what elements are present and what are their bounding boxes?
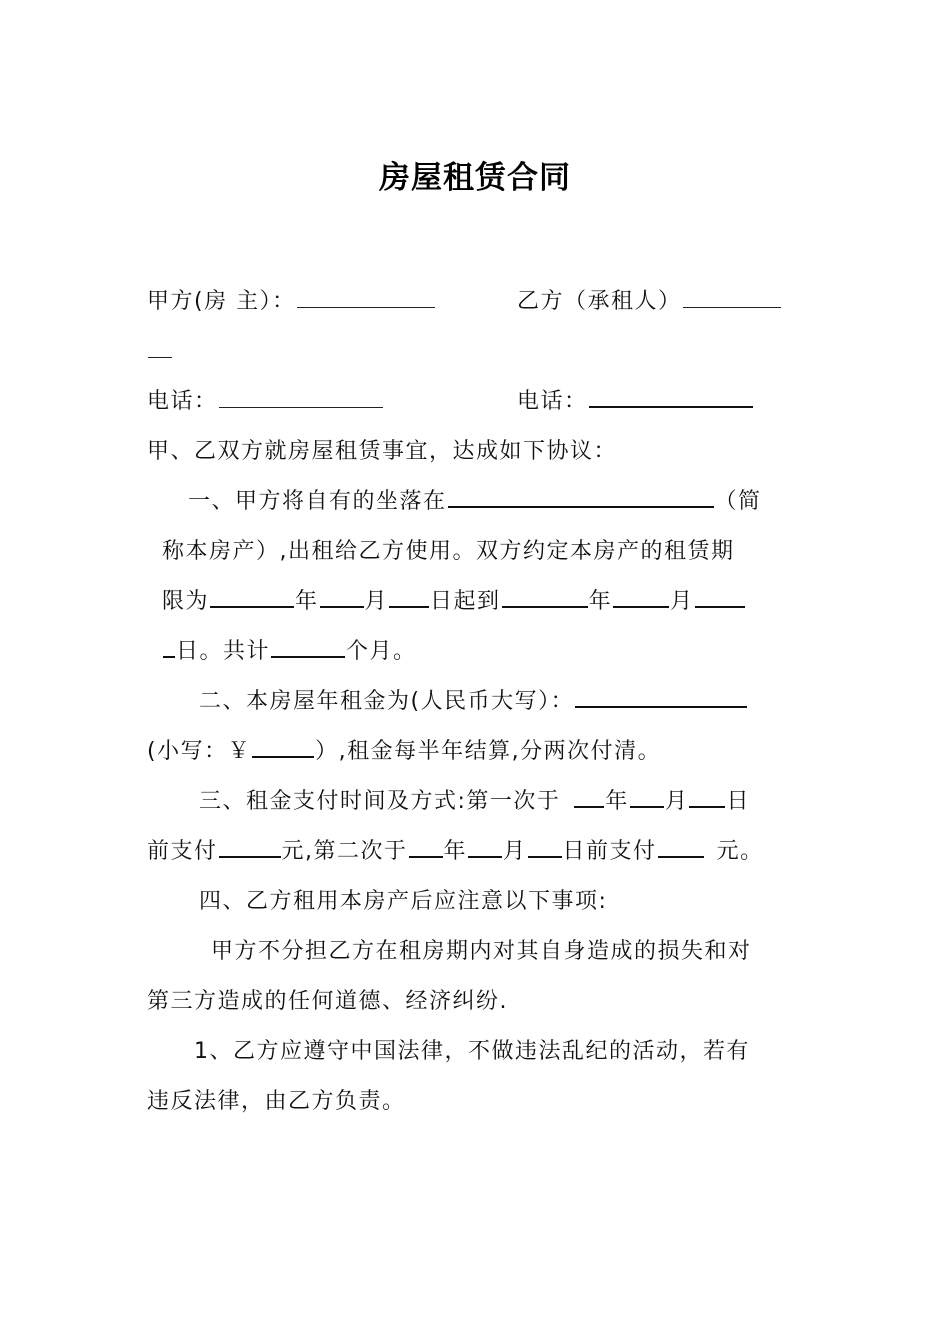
second-pay-amount-blank [658, 855, 704, 858]
party-b-name-blank-wrap [147, 337, 173, 367]
total-months-blank [271, 655, 345, 658]
clause4-item1-line2: 违反法律，由乙方负责。 [147, 1089, 406, 1114]
clause1-term-label: 限为 [162, 589, 210, 614]
clause1-total-label: 日。共计 [176, 639, 271, 664]
clause4-item1-line1: 1、乙方应遵守中国法律，不做违法乱纪的活动，若有 [194, 1039, 750, 1064]
clause1-line2: 称本房产）,出租给乙方使用。双方约定本房产的租赁期 [162, 539, 735, 564]
start-year-unit: 年 [295, 589, 319, 614]
clause1-text-a: 一、甲方将自有的坐落在 [188, 489, 447, 514]
clause1-line4 [162, 637, 417, 667]
second-pay-month-unit: 月 [503, 839, 527, 864]
start-month-blank [320, 605, 364, 608]
second-pay-yuan-unit: 元。 [716, 839, 764, 864]
clause1-line1 [188, 487, 762, 517]
clause2-text: 二、本房屋年租金为(人民币大写）： [199, 689, 575, 714]
end-month-blank [613, 605, 669, 608]
party-b-name-blank [683, 306, 781, 308]
first-pay-amount-blank [219, 855, 281, 858]
clause1-to-label: 日起到 [430, 589, 501, 614]
party-b-phone-line [517, 387, 754, 417]
party-b-line [517, 287, 782, 317]
second-pay-year-blank [409, 855, 443, 858]
second-pay-month-blank [468, 855, 502, 858]
clause4-para1-line1: 甲方不分担乙方在租房期内对其自身造成的损失和对 [211, 939, 752, 964]
clause1-months-unit: 个月。 [346, 639, 417, 664]
first-pay-day-blank [689, 805, 725, 808]
party-b-name-blank-cont [148, 356, 172, 358]
party-a-phone-blank [219, 406, 383, 408]
first-pay-year-blank [574, 805, 604, 808]
start-month-unit: 月 [364, 589, 389, 614]
rent-uppercase-blank [575, 705, 747, 708]
second-pay-label: 元,第二次于 [281, 839, 408, 864]
clause1-line3 [162, 587, 746, 617]
document-title: 房屋租赁合同 [379, 160, 571, 196]
clause2-line2 [147, 737, 661, 767]
end-day-blank-cont [163, 655, 175, 658]
first-pay-day-unit: 日 [726, 789, 750, 814]
first-pay-label: 前支付 [147, 839, 218, 864]
clause4-heading: 四、乙方租用本房产后应注意以下事项: [199, 889, 608, 914]
second-pay-day-blank [528, 855, 562, 858]
clause4-para1-line2: 第三方造成的任何道德、经济纠纷. [147, 989, 508, 1014]
second-pay-before-label: 日前支付 [562, 839, 657, 864]
party-b-phone-blank [589, 405, 753, 408]
party-a-line [147, 287, 436, 317]
clause3-text: 三、租金支付时间及方式:第一次于 [199, 789, 561, 814]
end-year-blank [502, 605, 588, 608]
first-pay-year-unit: 年 [605, 789, 629, 814]
clause2-small-label: (小写：￥ [147, 739, 252, 764]
party-a-label: 甲方(房 主）： [147, 289, 296, 314]
first-pay-month-unit: 月 [664, 789, 689, 814]
start-year-blank [210, 605, 294, 608]
rent-figure-blank [252, 755, 314, 758]
second-pay-year-unit: 年 [443, 839, 468, 864]
party-a-phone-line [147, 387, 384, 417]
party-b-phone-label: 电话： [517, 389, 588, 414]
intro-text: 甲、乙双方就房屋租赁事宜，达成如下协议： [147, 439, 618, 464]
clause3-line1 [199, 787, 750, 817]
party-a-name-blank [297, 306, 435, 308]
clause2-settlement-text: ）,租金每半年结算,分两次付清。 [315, 739, 662, 764]
end-day-blank [695, 605, 745, 608]
clause2-line1 [199, 687, 748, 717]
clause1-text-b: （简 [714, 489, 762, 514]
property-address-blank [448, 505, 714, 508]
start-day-blank [389, 605, 429, 608]
end-month-unit: 月 [670, 589, 694, 614]
party-a-phone-label: 电话： [147, 389, 218, 414]
end-year-unit: 年 [588, 589, 613, 614]
first-pay-month-blank [630, 805, 664, 808]
clause3-line2 [147, 837, 764, 867]
party-b-label: 乙方（承租人） [517, 289, 682, 314]
